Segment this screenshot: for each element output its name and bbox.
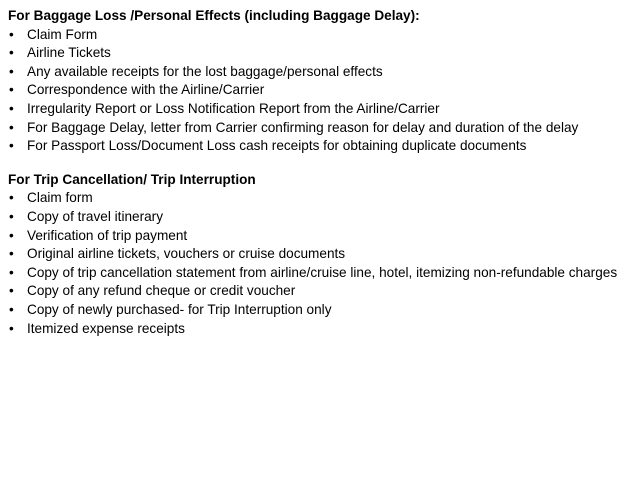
bullet-icon: • <box>9 264 14 280</box>
list-item <box>8 119 634 138</box>
bullet-icon: • <box>9 100 14 116</box>
bullet-icon: • <box>9 283 14 299</box>
list-item-text: For Passport Loss/Document Loss cash receipts for obtaining duplicate documents <box>27 138 527 154</box>
section-heading: For Trip Cancellation/ Trip Interruption <box>8 171 256 187</box>
list-item <box>8 81 634 100</box>
list-item-text: Copy of travel itinerary <box>27 208 163 224</box>
section-heading: For Baggage Loss /Personal Effects (including Baggage Delay): <box>8 8 420 23</box>
requirements-list <box>8 189 634 338</box>
list-item <box>8 301 634 320</box>
list-item-text: Copy of newly purchased- for Trip Interruption only <box>27 301 332 317</box>
list-item <box>8 264 634 283</box>
list-item <box>8 320 634 339</box>
bullet-icon: • <box>9 82 14 98</box>
bullet-icon: • <box>9 63 14 79</box>
bullet-icon: • <box>9 190 14 206</box>
bullet-icon: • <box>9 301 14 317</box>
list-item-text: Original airline tickets, vouchers or cruise documents <box>27 246 346 262</box>
bullet-icon: • <box>9 45 14 61</box>
bullet-icon: • <box>9 208 14 224</box>
bullet-icon: • <box>9 138 14 154</box>
document-page <box>8 7 634 338</box>
list-item <box>8 44 634 63</box>
list-item-text: Claim form <box>27 190 93 206</box>
list-item-text: Copy of trip cancellation statement from airline/cruise line, hotel, itemizing non-refundable charges <box>27 264 618 280</box>
list-item <box>8 137 634 156</box>
baggage-loss-section <box>8 7 634 156</box>
list-item-text: Claim Form <box>27 26 98 42</box>
list-item <box>8 208 634 227</box>
list-item-text: Any available receipts for the lost baggage/personal effects <box>27 63 383 79</box>
list-item-text: Correspondence with the Airline/Carrier <box>27 82 265 98</box>
list-item <box>8 245 634 264</box>
bullet-icon: • <box>9 246 14 262</box>
list-item <box>8 282 634 301</box>
bullet-icon: • <box>9 320 14 336</box>
requirements-list <box>8 26 634 156</box>
list-item <box>8 189 634 208</box>
list-item-text: For Baggage Delay, letter from Carrier confirming reason for delay and duration of the delay <box>27 119 579 135</box>
bullet-icon: • <box>9 26 14 42</box>
list-item-text: Irregularity Report or Loss Notification Report from the Airline/Carrier <box>27 100 440 116</box>
list-item <box>8 26 634 45</box>
list-item-text: Airline Tickets <box>27 45 111 61</box>
trip-cancellation-section <box>8 171 634 338</box>
list-item <box>8 63 634 82</box>
list-item <box>8 227 634 246</box>
bullet-icon: • <box>9 119 14 135</box>
list-item-text: Itemized expense receipts <box>27 320 185 336</box>
list-item <box>8 100 634 119</box>
list-item-text: Verification of trip payment <box>27 227 188 243</box>
bullet-icon: • <box>9 227 14 243</box>
list-item-text: Copy of any refund cheque or credit voucher <box>27 283 296 299</box>
